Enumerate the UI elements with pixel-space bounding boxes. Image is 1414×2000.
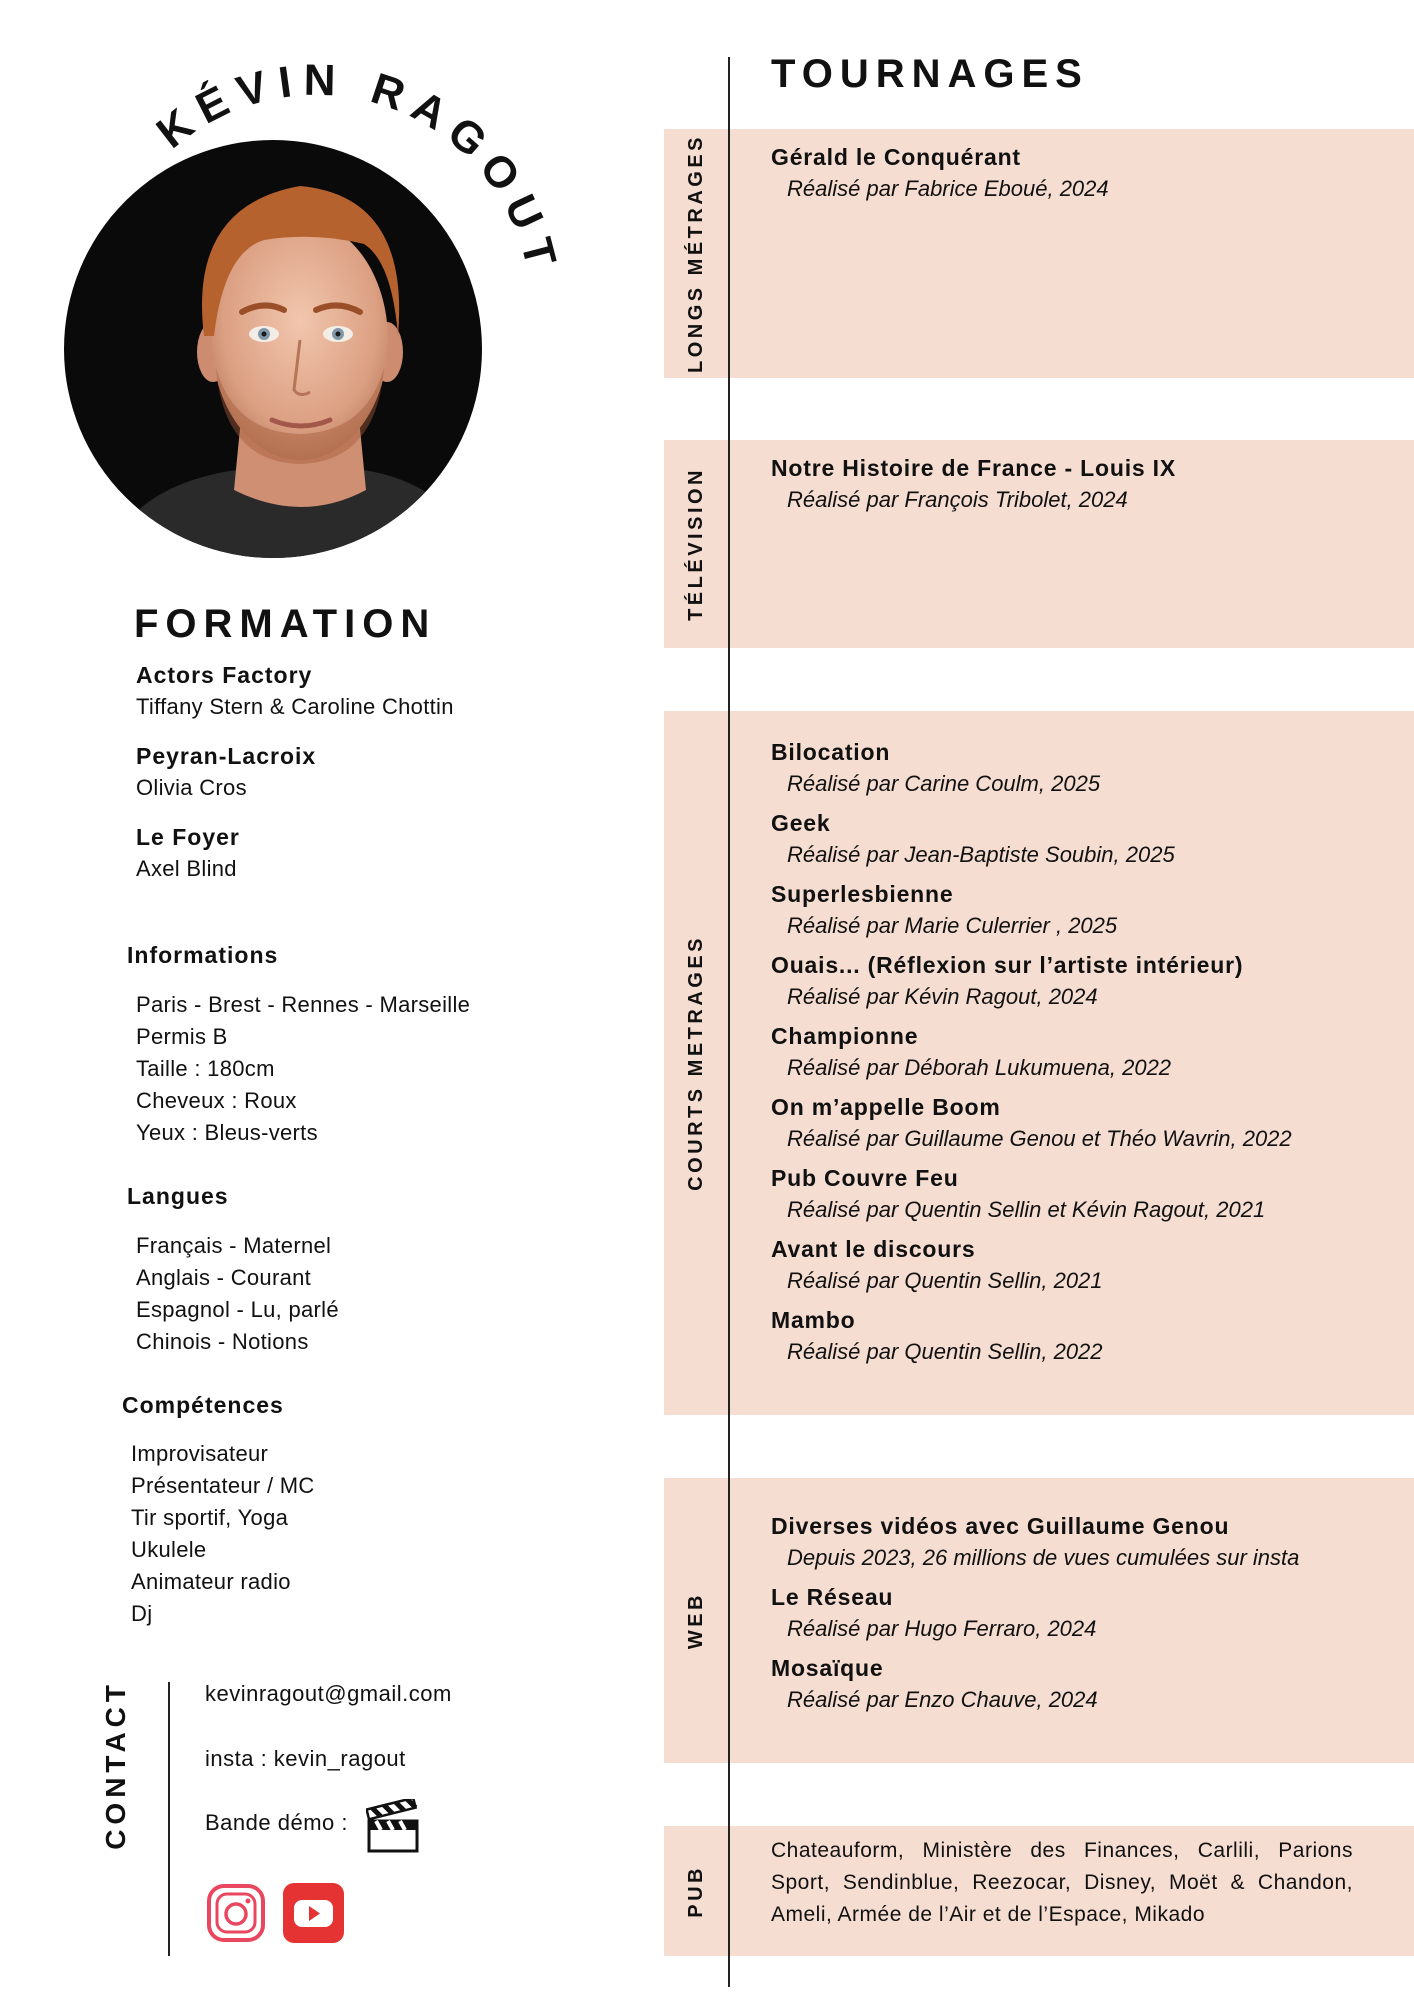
- skill-line: Présentateur / MC: [131, 1473, 315, 1498]
- info-line: Paris - Brest - Rennes - Marseille: [136, 992, 471, 1017]
- credit-entry: [771, 1021, 1414, 1083]
- clapperboard-icon[interactable]: [366, 1799, 420, 1854]
- youtube-icon[interactable]: [283, 1883, 344, 1943]
- contact-label-box: [96, 1679, 136, 1850]
- entry-credit: Réalisé par Quentin Sellin et Kévin Ragout, 2021: [787, 1197, 1266, 1222]
- entry-credit: Réalisé par Kévin Ragout, 2024: [787, 984, 1098, 1009]
- informations-heading: Informations: [127, 942, 279, 968]
- formation-list: [136, 659, 454, 902]
- section-entries: [771, 711, 1414, 1376]
- competences-heading: Compétences: [122, 1392, 284, 1418]
- section-label: COURTS METRAGES: [685, 935, 707, 1191]
- timeline-divider: [728, 57, 730, 1987]
- skill-line: Tir sportif, Yoga: [131, 1505, 289, 1530]
- entry-title: Ouais... (Réflexion sur l’artiste intérieur): [771, 952, 1244, 978]
- entry-credit: Réalisé par Marie Culerrier , 2025: [787, 913, 1118, 938]
- entry-credit: Réalisé par Quentin Sellin, 2021: [787, 1268, 1103, 1293]
- credit-entry: [771, 142, 1414, 204]
- formation-item: [136, 740, 454, 804]
- entry-title: Pub Couvre Feu: [771, 1165, 959, 1191]
- school-name: Actors Factory: [136, 662, 313, 688]
- credit-entry: [771, 879, 1414, 941]
- instagram-icon[interactable]: [206, 1883, 266, 1943]
- entry-title: Le Réseau: [771, 1584, 894, 1610]
- entry-credit: Réalisé par François Tribolet, 2024: [787, 487, 1128, 512]
- entry-credit: Réalisé par Déborah Lukumuena, 2022: [787, 1055, 1172, 1080]
- section-pub: [664, 1826, 1414, 1956]
- info-line: Permis B: [136, 1024, 228, 1049]
- credit-entry: [771, 1305, 1414, 1367]
- section-label: PUB: [685, 1864, 707, 1918]
- section-label-strip: [664, 129, 729, 378]
- entry-credit: Réalisé par Hugo Ferraro, 2024: [787, 1616, 1097, 1641]
- competences-list: [131, 1438, 315, 1630]
- entry-credit: Réalisé par Fabrice Eboué, 2024: [787, 176, 1109, 201]
- section-label-strip: [664, 1478, 729, 1763]
- contact-heading: CONTACT: [100, 1679, 131, 1850]
- section-longs-metrages: [664, 129, 1414, 378]
- entry-title: Avant le discours: [771, 1236, 976, 1262]
- langues-list: [136, 1230, 339, 1358]
- entry-credit: Réalisé par Quentin Sellin, 2022: [787, 1339, 1103, 1364]
- info-line: Cheveux : Roux: [136, 1088, 297, 1113]
- tournages-heading: TOURNAGES: [771, 52, 1089, 96]
- credit-entry: [771, 950, 1414, 1012]
- entry-title: Diverses vidéos avec Guillaume Genou: [771, 1513, 1230, 1539]
- entry-title: Gérald le Conquérant: [771, 144, 1021, 170]
- contact-divider: [168, 1682, 170, 1956]
- credit-entry: [771, 737, 1414, 799]
- info-line: Taille : 180cm: [136, 1056, 275, 1081]
- entry-title: Championne: [771, 1023, 919, 1049]
- credit-entry: [771, 1582, 1414, 1644]
- school-name: Peyran-Lacroix: [136, 743, 317, 769]
- performer-name: [148, 56, 566, 272]
- entry-title: Superlesbienne: [771, 881, 954, 907]
- school-name: Le Foyer: [136, 824, 240, 850]
- entry-credit: Réalisé par Enzo Chauve, 2024: [787, 1687, 1098, 1712]
- language-line: Chinois - Notions: [136, 1329, 309, 1354]
- entry-title: Mosaïque: [771, 1655, 884, 1681]
- section-courts-metrages: [664, 711, 1414, 1415]
- info-line: Yeux : Bleus-verts: [136, 1120, 318, 1145]
- section-entries: [771, 1826, 1414, 1931]
- section-label-strip: [664, 440, 729, 648]
- entry-credit: Réalisé par Carine Coulm, 2025: [787, 771, 1101, 796]
- section-entries: [771, 129, 1414, 213]
- entry-title: On m’appelle Boom: [771, 1094, 1001, 1120]
- credit-entry: [771, 1163, 1414, 1225]
- name-arc: [0, 0, 620, 420]
- formation-heading: FORMATION: [134, 602, 437, 646]
- informations-list: [136, 989, 470, 1149]
- section-label: LONGS MÉTRAGES: [685, 133, 707, 373]
- skill-line: Dj: [131, 1601, 153, 1626]
- language-line: Français - Maternel: [136, 1233, 332, 1258]
- entry-credit: Réalisé par Guillaume Genou et Théo Wavrin, 2022: [787, 1126, 1292, 1151]
- contact-instagram-handle[interactable]: insta : kevin_ragout: [205, 1746, 406, 1771]
- performer-name-text: KÉVIN RAGOUT: [147, 55, 566, 272]
- section-entries: [771, 1478, 1414, 1724]
- section-entries: [771, 440, 1414, 524]
- credit-entry: [771, 1653, 1414, 1715]
- section-label-strip: [664, 711, 729, 1415]
- section-label: TÉLÉVISION: [685, 467, 707, 621]
- formation-item: [136, 821, 454, 885]
- skill-line: Animateur radio: [131, 1569, 291, 1594]
- section-web: [664, 1478, 1414, 1763]
- credit-entry: [771, 1511, 1414, 1573]
- language-line: Espagnol - Lu, parlé: [136, 1297, 339, 1322]
- skill-line: Improvisateur: [131, 1441, 269, 1466]
- formation-item: [136, 659, 454, 723]
- school-teachers: Olivia Cros: [136, 775, 247, 800]
- skill-line: Ukulele: [131, 1537, 207, 1562]
- entry-title: Mambo: [771, 1307, 856, 1333]
- school-teachers: Axel Blind: [136, 856, 237, 881]
- section-label-strip: [664, 1826, 729, 1956]
- language-line: Anglais - Courant: [136, 1265, 312, 1290]
- pub-clients-text: Chateauform, Ministère des Finances, Carlili, Parions Sport, Sendinblue, Reezocar, Disney, Moët & Chandon, Ameli, Armée de l’Air et de l’Espace, Mikado: [771, 1839, 1353, 1926]
- entry-title: Notre Histoire de France - Louis IX: [771, 455, 1177, 481]
- credit-entry: [771, 808, 1414, 870]
- entry-credit: Réalisé par Jean-Baptiste Soubin, 2025: [787, 842, 1175, 867]
- langues-heading: Langues: [127, 1183, 229, 1209]
- credit-entry: [771, 453, 1414, 515]
- entry-title: Bilocation: [771, 739, 891, 765]
- entry-title: Geek: [771, 810, 831, 836]
- section-television: [664, 440, 1414, 648]
- credit-entry: [771, 1234, 1414, 1296]
- credit-entry: [771, 1092, 1414, 1154]
- contact-email[interactable]: kevinragout@gmail.com: [205, 1681, 452, 1706]
- demo-reel-label: Bande démo :: [205, 1810, 348, 1835]
- entry-credit: Depuis 2023, 26 millions de vues cumulées sur insta: [787, 1545, 1300, 1570]
- section-label: WEB: [685, 1591, 707, 1650]
- school-teachers: Tiffany Stern & Caroline Chottin: [136, 694, 454, 719]
